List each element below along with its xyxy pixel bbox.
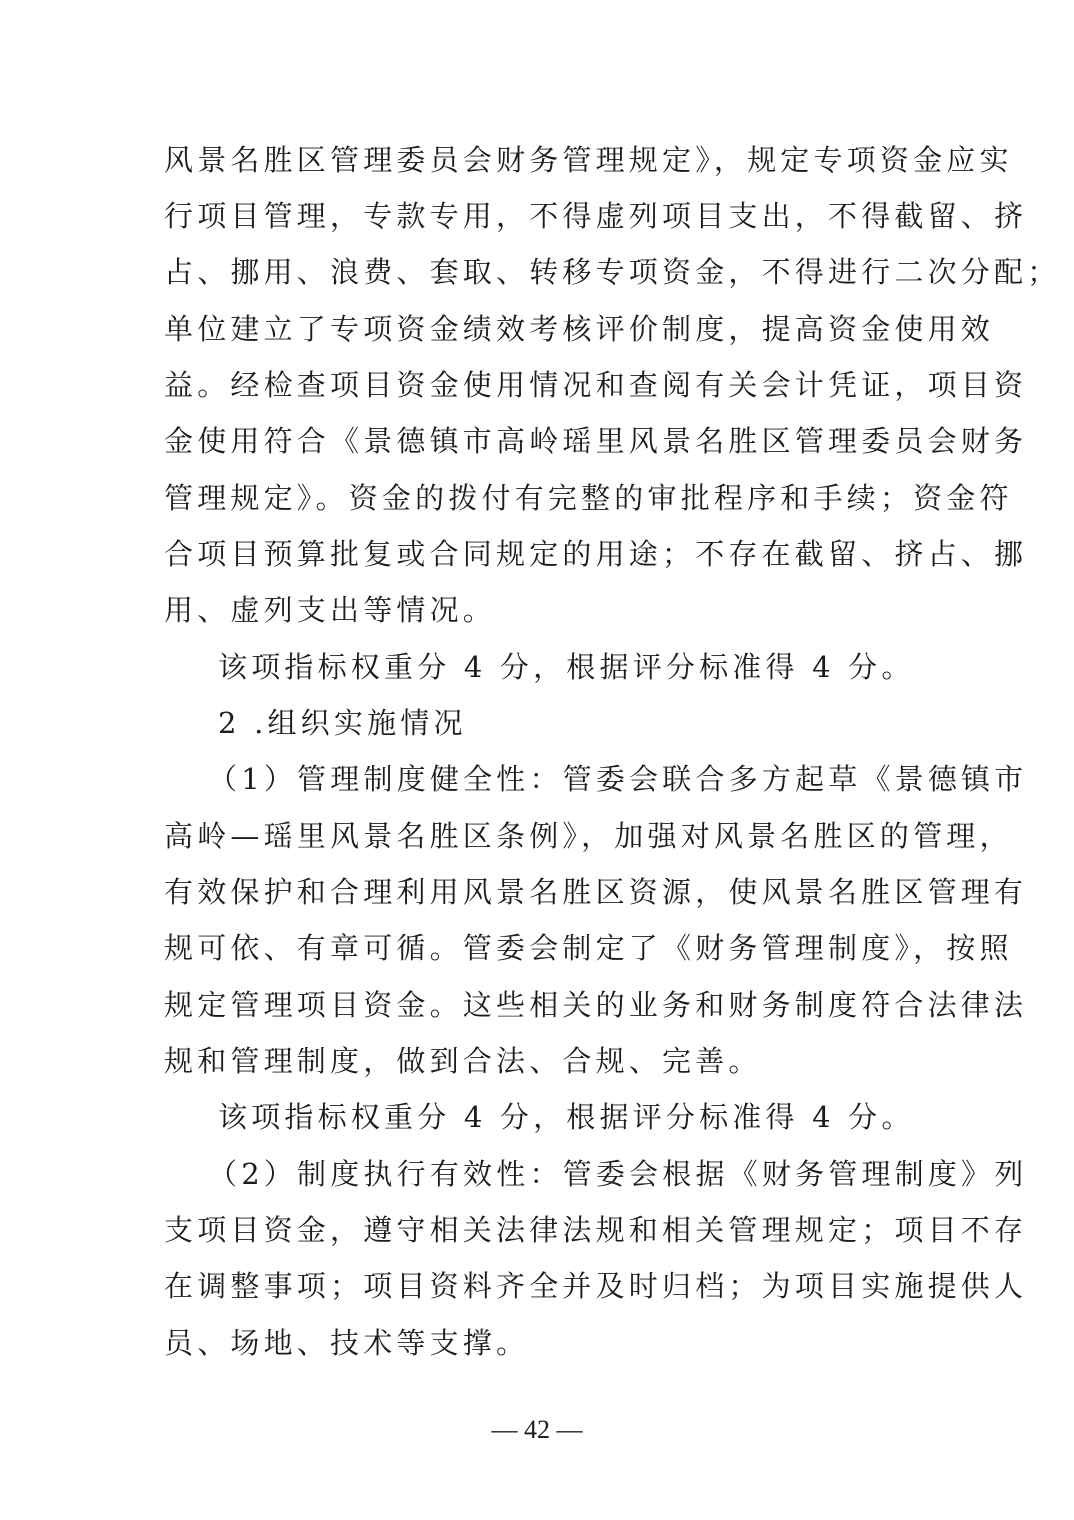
body-text-line: 金使用符合《景德镇市高岭瑶里风景名胜区管理委员会财务 <box>164 424 1028 458</box>
subsection-line: （2）制度执行有效性：管委会根据《财务管理制度》列 <box>208 1157 1028 1191</box>
body-text-line: 益。经检查项目资金使用情况和查阅有关会计凭证，项目资 <box>164 368 1028 402</box>
body-text-line: 用、虚列支出等情况。 <box>164 593 497 627</box>
body-text-line: 规可依、有章可循。管委会制定了《财务管理制度》，按照 <box>164 931 1013 965</box>
body-text-line: 高岭—瑶里风景名胜区条例》，加强对风景名胜区的管理， <box>164 819 1013 853</box>
body-text-line: 风景名胜区管理委员会财务管理规定》，规定专项资金应实 <box>164 143 1013 177</box>
body-text-line: 占、挪用、浪费、套取、转移专项资金，不得进行二次分配； <box>164 255 1061 289</box>
section-heading: 2 .组织实施情况 <box>218 706 467 740</box>
body-text-line: 员、场地、技术等支撑。 <box>164 1326 530 1360</box>
body-text-line: 规定管理项目资金。这些相关的业务和财务制度符合法律法 <box>164 988 1028 1022</box>
score-line: 该项指标权重分 4 分，根据评分标准得 4 分。 <box>218 650 915 684</box>
subsection-line: （1）管理制度健全性：管委会联合多方起草《景德镇市 <box>208 762 1028 796</box>
body-text-line: 规和管理制度，做到合法、合规、完善。 <box>164 1044 762 1078</box>
score-line: 该项指标权重分 4 分，根据评分标准得 4 分。 <box>218 1100 915 1134</box>
body-text-line: 有效保护和合理利用风景名胜区资源，使风景名胜区管理有 <box>164 875 1028 909</box>
body-text-line: 行项目管理，专款专用，不得虚列项目支出，不得截留、挤 <box>164 199 1028 233</box>
body-text-line: 单位建立了专项资金绩效考核评价制度，提高资金使用效 <box>164 312 995 346</box>
body-text-line: 支项目资金，遵守相关法律法规和相关管理规定；项目不存 <box>164 1213 1028 1247</box>
page-number: — 42 — <box>491 1415 583 1444</box>
body-text-line: 合项目预算批复或合同规定的用途；不存在截留、挤占、挪 <box>164 537 1028 571</box>
body-text-line: 在调整事项；项目资料齐全并及时归档；为项目实施提供人 <box>164 1269 1028 1303</box>
body-text-line: 管理规定》。资金的拨付有完整的审批程序和手续；资金符 <box>164 481 1013 515</box>
